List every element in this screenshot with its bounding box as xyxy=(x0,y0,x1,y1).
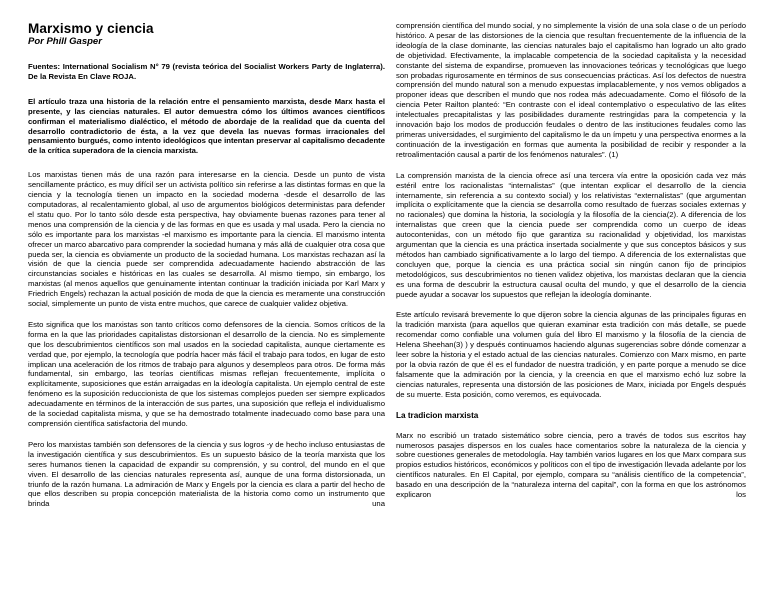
document-title: Marxismo y ciencia xyxy=(28,21,154,36)
body-paragraph: Los marxistas tienen más de una razón para interesarse en la ciencia. Desde un punto de vista sencillamente práctico, es muy difícil ser un activista político sin referirse a las distintas formas en que la ciencia y la tecnología tienen un impacto en la sociedad moderna -desde el desarrollo de las computadoras, al recalentamiento global, al uso de argumentos biológicos deterministas para defender el statu quo. Por lo tanto sólo desde esta perspectiva, hay obviamente buenas razones para tener al menos una comprensión de la ciencia y de las formas en que es usada y mal usada. Pero la ciencia no sólo es importante para los marxistas -el marxismo es importante para la ciencia. El marxismo intenta ofrecer un marco abarcativo para comprender la sociedad humana y más allá de cualquier otra cosa que pueda ser, la ciencia es obviamente un producto de la sociedad humana. Los marxistas rechazan así la visión de que la ciencia puede ser comprendida adecuadamente haciendo abstracción de las circunstancias sociales e históricas en las cuales se desarrolla. Al mismo tiempo, sin embargo, los marxistas (al menos aquellos que genuinamente intentan continuar la tradición iniciada por Karl Marx y Friedrich Engels) rechazan la actual posición de moda de que la ciencia es meramente una construcción social, simplemente un punto de vista entre muchos, que carece de cualquier validez objetiva. xyxy=(28,170,385,309)
body-paragraph: Esto significa que los marxistas son tanto críticos como defensores de la ciencia. Somos críticos de la forma en la que las prioridades capitalistas distorsionan el desarrollo de la ciencia. No es simplemente que los descubrimientos científicos son mal usados en la sociedad capitalista, aunque ciertamente es verdad que, por ejemplo, la tecnología que podría hacer más fácil el trabajo para todos, en lugar de esto implican una aceleración de los ritmos de trabajo para algunos y desempleos para otros. De forma más fundamental, sin embargo, las teorías científicas mismas reflejan frecuentemente, implícita o explícitamente, suposiciones que están arraigadas en la ideología capitalista. Un ejemplo central de este fenómeno es la suposición reduccionista de que los sistemas complejos pueden ser siempre explicados adecuadamente en términos de la interacción de sus partes, una suposición que refleja el individualismo de la sociedad capitalista misma, y que se ha demostrado totalmente inadecuado como base para una comprensión científica satisfactoria del mundo. xyxy=(28,319,385,428)
document-byline: Por Phill Gasper xyxy=(28,36,102,47)
body-paragraph: Marx no escribió un tratado sistemático sobre ciencia, pero a través de todos sus escritos hay numerosos pasajes dispersos en los cuales hace comentarios sobre la naturaleza de la ciencia y sobre cuestiones generales de metodología. Hay también varios lugares en los que Marx compara sus propios estudios históricos, económicos y políticos con el tipo de investigación llevada adelante por los científicos naturales. En El Capital, por ejemplo, compara su “análisis científico de la competencia”, basado en una descripción de la “naturaleza interna del capital”, con la forma en que los astrónomos explicaron los xyxy=(396,430,746,500)
source-line: Fuentes: International Socialism N° 79 (revista teórica del Socialist Workers Party de Inglaterra). De la Revista En Clave ROJA. xyxy=(28,62,385,81)
body-paragraph: Este artículo revisará brevemente lo que dijeron sobre la ciencia algunas de las principales figuras en la tradición marxista (para aquellos que quieran examinar esta tradición con más detalle, se puede recomendar como confiable una volumen guía del libro El marxismo y la filosofía de la ciencia de Helena Sheehan(3) ) y después continuamos haciendo algunas sugerencias sobre dónde comenzar a leer sobre la historia y el estado actual de las ciencias naturales. Comienzo con Marx mismo, en parte por la obvia razón de que él es el fundador de nuestra tradición, y en parte porque a menudo se dice falsamente que la admiración por la ciencia, y la creencia en que el marxismo echó luz sobre la ciencias naturales, representa una distorsión de las posiciones de Marx, iniciada por Engels después de su muerte. Esta posición, como veremos, es equivocada. xyxy=(396,310,746,399)
right-column xyxy=(396,21,746,520)
body-paragraph: Pero los marxistas también son defensores de la ciencia y sus logros -y de hecho incluso entusiastas de la investigación científica y sus descubrimientos. Es un supuesto básico de la teoría marxista que los seres humanos tienen la capacidad de expandir su comprensión, y su control, del mundo en el que viven. El desarrollo de las ciencias naturales representa así, aunque de una forma distorsionada, un triunfo de la razón humana. La admiración de Marx y Engels por la ciencia es clara a partir del hecho de que ellos describen su propia concepción materialista de la historia como como un instrumento que brinda una xyxy=(28,439,385,509)
body-paragraph: La comprensión marxista de la ciencia ofrece así una tercera vía entre la oposición cada vez más estéril entre los racionalistas “internalistas” (que intentan explicar el desarrollo de la ciencia internamente, sin referencia a su contexto social) y los relativistas “externalistas” (que argumentan implícita o explícitamente que la ciencia se desarrolla como resultado de fuerzas sociales externas y no racionales) que domina la historia, la sociología y la filosofía de la ciencia(2). A diferencia de los internalistas que creen que la ciencia puede ser comprendida como un cuerpo de ideas autocontenidas, con un método fijo que garantiza su racionalidad y objetividad, los marxistas argumentan que la ciencia es una práctica insertada socialmente y que sus conceptos básicos y sus métodos han cambiado significativamente a lo largo del tiempo. A diferencia de los externalistas que concluyen que, porque la ciencia es una práctica social sin ningún canon fijo de principios metodológicos, sus descubrimientos no tienen validez objetiva, los marxistas declaran que la ciencia es una forma de descubrir la estructura causal oculta del mundo, y que el desarrollo de la ciencia puede ayudar a socavar los supuestos que reflejan la ideología dominante. xyxy=(396,170,746,299)
section-heading: La tradicion marxista xyxy=(396,410,479,420)
abstract-paragraph: El artículo traza una historia de la relación entre el pensamiento marxista, desde Marx hasta el presente, y las ciencias naturales. El autor demuestra cómo los últimos avances científicos confirman el materialismo dialéctico, el método de abordaje de la realidad que da cuenta del desarrollo contradictorio de ésta, a la vez que devela las nuevas formas irracionales del pensamiento burgués, como intento ideológicos que intentan preservar al capitalismo decadente de la crítica superadora de la ciencia marxista. xyxy=(28,96,385,156)
left-column xyxy=(28,21,385,520)
body-paragraph: comprensión científica del mundo social, y no simplemente la visión de una sola clase o de un período histórico. A pesar de las distorsiones de la ciencia que resultan frecuentemente de la influencia de la ideología de la clase dominante, las ciencias naturales bajo el capitalismo han logrado un alto grado de objetividad. Efectivamente, la implacable competencia de la sociedad capitalista y la necesidad constante del sistema de expandirse, promueven las innovaciones teóricas y tecnológicas que luego son probadas rigurosamente en términos de sus consecuencias prácticas. Así los defectos de nuestra comprensión del mundo natural son a menudo expuestas implacablemente, y nos vemos obligados a proponer ideas que describen el mundo que nos rodea más adecuadamente. Como el filósofo de la ciencia Peter Railton planteó: “En contraste con el ideal contemplativo o especulativo de las elites intelectuales precapitalistas y las posibilidades duramente restringidas para la competencia y la innovación bajo los modos de producción feudales o dentro de las instituciones feudales como las primeras universidades, el surgimiento del capitalismo le da un ímpetu y una perspectiva enormes a la continuación de la investigación en formas que aumenta la posibilidad de recibir y responder a la retroalimentación causal a partir de los fenómenos naturales”. (1) xyxy=(396,21,746,159)
